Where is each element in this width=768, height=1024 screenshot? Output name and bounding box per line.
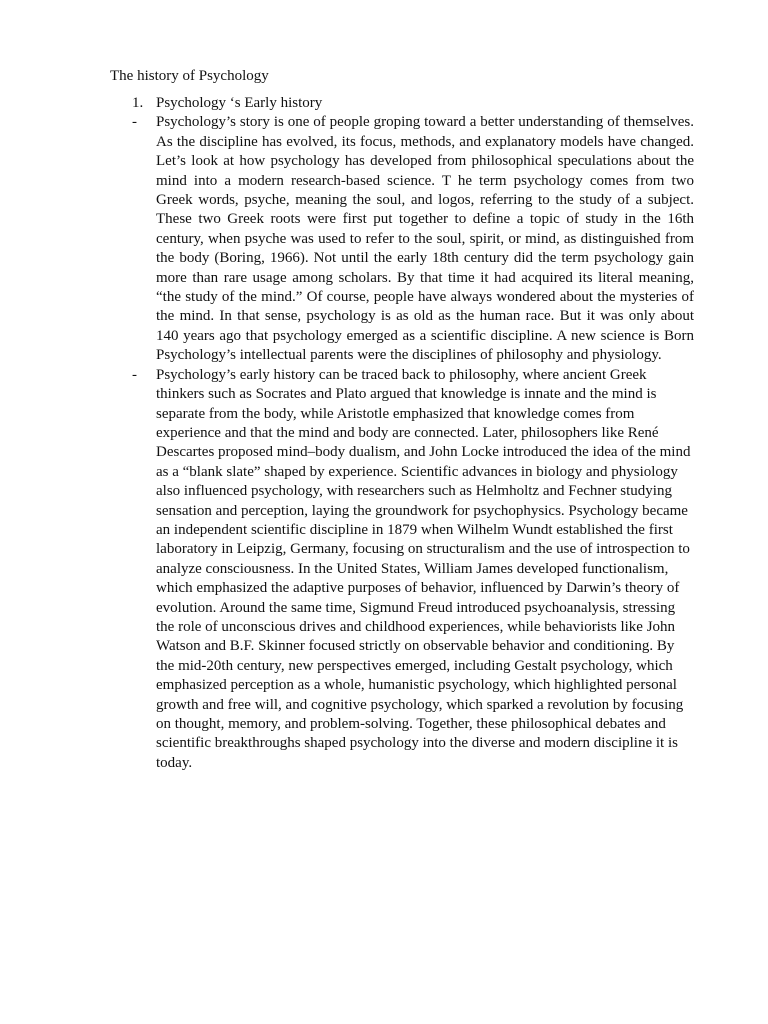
dash-bullet-marker: - [132,114,137,131]
dash-bullet-marker: - [132,366,137,383]
section-heading [0,94,768,113]
section-heading-text: Psychology ‘s Early history [156,95,323,111]
paragraph-text-1: Psychology’s story is one of people groping toward a better understanding of themselves. As the discipline has evolved, its focus, methods, and explanatory models have changed. Let’s look at how psychology has developed from philosophical speculations about the mind into a modern research-based science. T he term psychology comes from two Greek words, psyche, meaning the soul, and logos, referring to the study of a subject. These two Greek roots were first put together to define a topic of study in the 16th century, when psyche was used to refer to the soul, spirit, or mind, as distinguished from the body (Boring, 1966). Not until the early 18th century did the term psychology gain more than rare usage among scholars. By that time it had acquired its literal meaning, “the study of the mind.” Of course, people have always wondered about the mysteries of the mind. In that sense, psychology is as old as the human race. But it was only about 140 years ago that psychology emerged as a scientific discipline. A new science is Born Psychology’s intellectual parents were the disciplines of philosophy and physiology. [156,114,694,364]
document-title: The history of Psychology [110,68,269,84]
numbered-list-marker: 1. [132,95,144,111]
paragraph-text-2: Psychology’s early history can be traced back to philosophy, where ancient Greek thinkers such as Socrates and Plato argued that knowledge is innate and the mind is separate from the body, while Aristotle emphasized that knowledge comes from experience and that the mind and body are connected. Later, philosophers like René Descartes proposed mind–body dualism, and John Locke introduced the idea of the mind as a “blank slate” shaped by experience. Scientific advances in biology and physiology also influenced psychology, with researchers such as Helmholtz and Fechner studying sensation and perception, laying the groundwork for psychophysics. Psychology became an independent scientific discipline in 1879 when Wilhelm Wundt established the first laboratory in Leipzig, Germany, focusing on structuralism and the use of introspection to analyze consciousness. In the United States, William James developed functionalism, which emphasized the adaptive purposes of behavior, influenced by Darwin’s theory of evolution. Around the same time, Sigmund Freud introduced psychoanalysis, stressing the role of unconscious drives and childhood experiences, while behaviorists like John Watson and B.F. Skinner focused strictly on observable behavior and conditioning. By the mid-20th century, new perspectives emerged, including Gestalt psychology, which emphasized perception as a whole, humanistic psychology, which highlighted personal growth and free will, and cognitive psychology, which sparked a revolution by focusing on thought, memory, and problem-solving. Together, these philosophical debates and scientific breakthroughs shaped psychology into the diverse and modern discipline it is today. [156,366,691,771]
bullet-paragraph-1 [0,113,768,365]
bullet-paragraph-2 [0,366,768,774]
content-list [0,94,768,773]
